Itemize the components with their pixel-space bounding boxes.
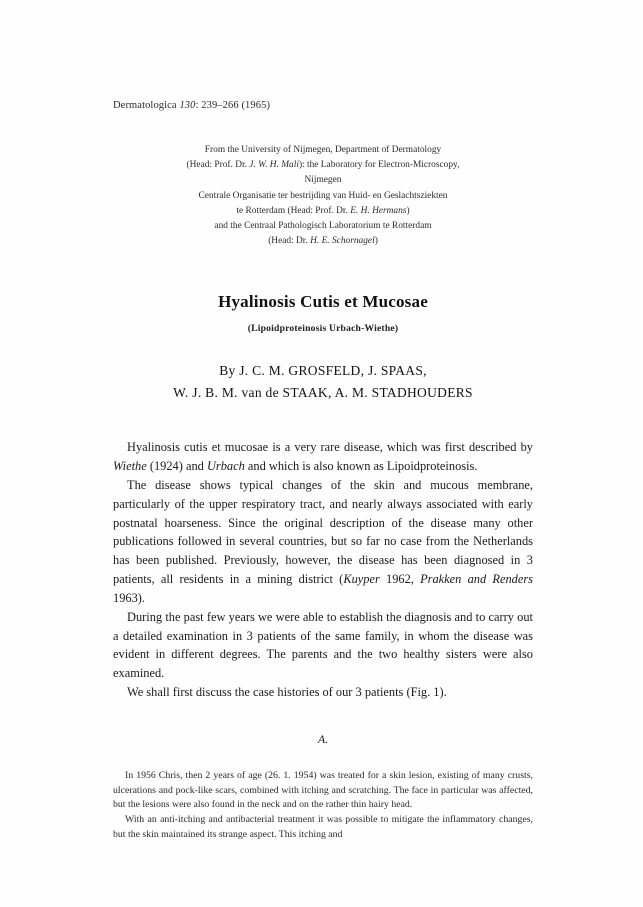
affiliation-line: (Head: Dr. H. E. Schornagel) <box>268 236 378 247</box>
page-title: Hyalinosis Cutis et Mucosae <box>218 291 428 311</box>
journal-pages: 239–266 <box>201 100 239 111</box>
page-subtitle: (Lipoidproteinosis Urbach-Wiethe) <box>247 322 399 334</box>
case-history-text <box>113 769 533 842</box>
journal-name: Dermatologica <box>113 100 177 111</box>
body-paragraph: We shall first discuss the case histories of our 3 patients (Fig. 1). <box>127 685 447 700</box>
affiliation-line: te Rotterdam (Head: Prof. Dr. E. H. Hermans) <box>236 205 410 216</box>
affiliation-line: and the Centraal Pathologisch Laboratorium te Rotterdam <box>214 221 432 232</box>
journal-year: (1965) <box>241 100 271 111</box>
affiliation-block <box>113 143 533 250</box>
author-line: W. J. B. M. van de STAAK, A. M. STADHOUDERS <box>173 384 473 400</box>
affiliation-line: (Head: Prof. Dr. J. W. H. Mali): the Laboratory for Electron-Microscopy, <box>186 160 460 171</box>
body-paragraph: During the past few years we were able to establish the diagnosis and to carry out a detailed examination in 3 patients of the same family, in whom the disease was evident in different degrees. The parents and the two healthy sisters were also examined. <box>113 609 533 681</box>
section-heading: A. <box>317 731 329 746</box>
affiliation-line: From the University of Nijmegen, Department of Dermatology <box>204 145 442 155</box>
case-paragraph: With an anti-itching and antibacterial treatment it was possible to mitigate the inflammatory changes, but the skin maintained its strange aspect. This itching and <box>113 814 533 840</box>
author-list <box>113 360 533 405</box>
journal-volume: 130 <box>179 100 196 111</box>
journal-citation <box>113 100 533 111</box>
affiliation-line: Nijmegen <box>304 175 342 186</box>
body-paragraph: The disease shows typical changes of the skin and mucous membrane, particularly of the upper respiratory tract, and nearly always associated with early postnatal hoarseness. Since the original description of the disease many other publications followed in several countries, but so far no case from the Netherlands has been published. Previously, however, the disease has been diagnosed in 3 patients, all residents in a mining district (Kuyper 1962, Prakken and Renders 1963). <box>113 477 533 605</box>
journal-colon: : <box>195 100 199 111</box>
body-text <box>113 438 533 702</box>
body-paragraph: Hyalinosis cutis et mucosae is a very rare disease, which was first described by Wiethe (1924) and Urbach and which is also known as Lipoidproteinosis. <box>113 440 533 474</box>
case-paragraph: In 1956 Chris, then 2 years of age (26. 1. 1954) was treated for a skin lesion, existing of many crusts, ulcerations and pock-like scars, combined with itching and scratching. The face in particular was affected, but the lesions were also found in the neck and on the rather thin hairy head. <box>113 769 533 811</box>
author-line: By J. C. M. GROSFELD, J. SPAAS, <box>219 362 427 378</box>
affiliation-line: Centrale Organisatie ter bestrijding van Huid- en Geslachtsziekten <box>198 190 448 201</box>
paper-content <box>113 100 533 842</box>
